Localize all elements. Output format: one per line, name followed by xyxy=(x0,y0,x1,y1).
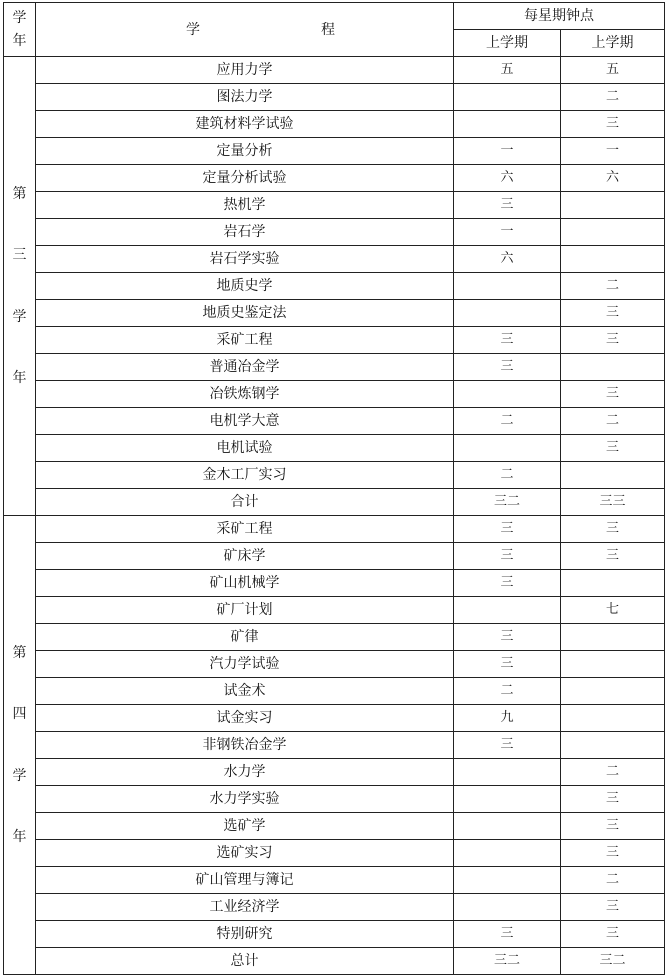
course-cell: 矿厂计划 xyxy=(36,597,454,624)
table-row xyxy=(4,300,665,327)
term1-hours-cell xyxy=(454,894,561,921)
term2-hours-cell: 二 xyxy=(561,273,665,300)
year-char: 第 xyxy=(12,645,27,661)
term1-hours-cell xyxy=(454,273,561,300)
term1-hours-cell xyxy=(454,840,561,867)
term2-hours-cell xyxy=(561,624,665,651)
table-row xyxy=(4,894,665,921)
course-cell: 热机学 xyxy=(36,192,454,219)
term2-hours-cell xyxy=(561,570,665,597)
term2-hours-cell: 三 xyxy=(561,543,665,570)
term2-hours-cell: 七 xyxy=(561,597,665,624)
term2-hours-cell: 二 xyxy=(561,867,665,894)
hours-header-cell: 每星期钟点 xyxy=(454,3,665,30)
term1-hours-cell xyxy=(454,759,561,786)
course-cell: 定量分析 xyxy=(36,138,454,165)
course-cell: 建筑材料学试验 xyxy=(36,111,454,138)
term1-hours-cell: 三 xyxy=(454,651,561,678)
term2-hours-cell: 三 xyxy=(561,381,665,408)
term1-hours-cell xyxy=(454,435,561,462)
term2-hours-cell: 三 xyxy=(561,435,665,462)
year-char: 四 xyxy=(12,706,27,723)
year-char: 三 xyxy=(12,247,27,264)
term2-hours-cell: 三 xyxy=(561,786,665,813)
term1-hours-cell xyxy=(454,597,561,624)
course-cell: 水力学 xyxy=(36,759,454,786)
term2-header: 上学期 xyxy=(561,30,665,57)
term2-hours-cell: 二 xyxy=(561,84,665,111)
course-cell: 采矿工程 xyxy=(36,327,454,354)
term1-hours-cell: 三二 xyxy=(454,489,561,516)
course-cell: 总计 xyxy=(36,948,454,975)
term2-hours-cell: 三 xyxy=(561,300,665,327)
course-cell: 选矿实习 xyxy=(36,840,454,867)
table-row xyxy=(4,165,665,192)
course-cell: 普通冶金学 xyxy=(36,354,454,381)
course-schedule-table xyxy=(3,2,665,975)
term1-hours-cell xyxy=(454,300,561,327)
table-row xyxy=(4,111,665,138)
term1-hours-cell: 三 xyxy=(454,921,561,948)
course-cell: 冶铁炼钢学 xyxy=(36,381,454,408)
term1-hours-cell: 三 xyxy=(454,516,561,543)
table-row xyxy=(4,219,665,246)
table-row xyxy=(4,273,665,300)
year-char: 第 xyxy=(12,186,27,202)
term1-hours-cell: 三 xyxy=(454,327,561,354)
table-row xyxy=(4,516,665,543)
term1-header: 上学期 xyxy=(454,30,561,57)
course-cell: 矿山机械学 xyxy=(36,570,454,597)
course-cell: 试金实习 xyxy=(36,705,454,732)
table-row xyxy=(4,840,665,867)
table-row xyxy=(4,786,665,813)
table-row xyxy=(4,327,665,354)
term2-hours-cell: 三 xyxy=(561,111,665,138)
table-row xyxy=(4,813,665,840)
course-cell: 地质史鉴定法 xyxy=(36,300,454,327)
term2-hours-cell: 三三 xyxy=(561,489,665,516)
table-row xyxy=(4,84,665,111)
term2-hours-cell xyxy=(561,219,665,246)
term2-hours-cell: 三 xyxy=(561,516,665,543)
course-cell: 水力学实验 xyxy=(36,786,454,813)
table-row xyxy=(4,678,665,705)
table-row xyxy=(4,705,665,732)
table-row xyxy=(4,354,665,381)
course-cell: 非钢铁冶金学 xyxy=(36,732,454,759)
term1-hours-cell: 二 xyxy=(454,408,561,435)
term2-hours-cell xyxy=(561,651,665,678)
year-char: 年 xyxy=(12,369,27,386)
term2-hours-cell: 三二 xyxy=(561,948,665,975)
course-cell: 应用力学 xyxy=(36,57,454,84)
term1-hours-cell: 一 xyxy=(454,219,561,246)
course-cell: 金木工厂实习 xyxy=(36,462,454,489)
term2-hours-cell: 二 xyxy=(561,759,665,786)
year-header-char: 年 xyxy=(12,33,27,49)
course-cell: 汽力学试验 xyxy=(36,651,454,678)
course-cell: 合计 xyxy=(36,489,454,516)
course-cell: 特别研究 xyxy=(36,921,454,948)
table-row xyxy=(4,489,665,516)
term2-hours-cell xyxy=(561,354,665,381)
term2-hours-cell xyxy=(561,732,665,759)
table-row xyxy=(4,381,665,408)
year-header-cell xyxy=(4,3,36,57)
term2-hours-cell: 三 xyxy=(561,894,665,921)
course-cell: 矿律 xyxy=(36,624,454,651)
year-char: 学 xyxy=(12,767,27,784)
table-row xyxy=(4,732,665,759)
table-row xyxy=(4,948,665,975)
term2-hours-cell xyxy=(561,705,665,732)
term1-hours-cell: 三 xyxy=(454,354,561,381)
term2-hours-cell: 五 xyxy=(561,57,665,84)
course-cell: 电机学大意 xyxy=(36,408,454,435)
term2-hours-cell: 三 xyxy=(561,921,665,948)
table-row xyxy=(4,759,665,786)
course-cell: 定量分析试验 xyxy=(36,165,454,192)
course-cell: 地质史学 xyxy=(36,273,454,300)
year-char: 年 xyxy=(12,828,27,845)
term2-hours-cell xyxy=(561,192,665,219)
term1-hours-cell xyxy=(454,786,561,813)
term1-hours-cell: 三二 xyxy=(454,948,561,975)
term1-hours-cell: 三 xyxy=(454,732,561,759)
table-row xyxy=(4,246,665,273)
course-cell: 矿床学 xyxy=(36,543,454,570)
table-row xyxy=(4,543,665,570)
header-row xyxy=(4,3,665,30)
term2-hours-cell: 三 xyxy=(561,327,665,354)
course-header-cell xyxy=(36,3,454,57)
term2-hours-cell xyxy=(561,246,665,273)
course-cell: 图法力学 xyxy=(36,84,454,111)
table-row xyxy=(4,570,665,597)
term1-hours-cell: 三 xyxy=(454,624,561,651)
table-row xyxy=(4,921,665,948)
table-row xyxy=(4,651,665,678)
course-cell: 电机试验 xyxy=(36,435,454,462)
term1-hours-cell: 三 xyxy=(454,543,561,570)
term1-hours-cell xyxy=(454,111,561,138)
course-header-char: 学 xyxy=(186,21,200,38)
table-row xyxy=(4,57,665,84)
term1-hours-cell: 三 xyxy=(454,570,561,597)
term1-hours-cell xyxy=(454,867,561,894)
table-row xyxy=(4,867,665,894)
term2-hours-cell: 三 xyxy=(561,813,665,840)
table-row xyxy=(4,624,665,651)
term1-hours-cell: 六 xyxy=(454,165,561,192)
course-cell: 采矿工程 xyxy=(36,516,454,543)
term2-hours-cell: 一 xyxy=(561,138,665,165)
term2-hours-cell xyxy=(561,462,665,489)
term1-hours-cell: 一 xyxy=(454,138,561,165)
term1-hours-cell: 二 xyxy=(454,462,561,489)
table-row xyxy=(4,462,665,489)
year-header-char: 学 xyxy=(12,10,27,26)
term2-hours-cell xyxy=(561,678,665,705)
term1-hours-cell xyxy=(454,381,561,408)
course-cell: 选矿学 xyxy=(36,813,454,840)
term2-hours-cell: 六 xyxy=(561,165,665,192)
schedule-body xyxy=(4,3,665,975)
term2-hours-cell: 二 xyxy=(561,408,665,435)
year-cell xyxy=(4,516,36,975)
term1-hours-cell: 六 xyxy=(454,246,561,273)
table-row xyxy=(4,435,665,462)
table-row xyxy=(4,192,665,219)
course-cell: 岩石学实验 xyxy=(36,246,454,273)
term1-hours-cell: 九 xyxy=(454,705,561,732)
term1-hours-cell: 三 xyxy=(454,192,561,219)
course-cell: 岩石学 xyxy=(36,219,454,246)
course-cell: 试金术 xyxy=(36,678,454,705)
term1-hours-cell xyxy=(454,84,561,111)
term1-hours-cell: 五 xyxy=(454,57,561,84)
year-char: 学 xyxy=(12,308,27,325)
table-row xyxy=(4,597,665,624)
term1-hours-cell xyxy=(454,813,561,840)
table-row xyxy=(4,408,665,435)
term2-hours-cell: 三 xyxy=(561,840,665,867)
course-header-char: 程 xyxy=(321,21,335,38)
course-cell: 矿山管理与簿记 xyxy=(36,867,454,894)
term1-hours-cell: 二 xyxy=(454,678,561,705)
course-cell: 工业经济学 xyxy=(36,894,454,921)
table-row xyxy=(4,138,665,165)
year-cell xyxy=(4,57,36,516)
